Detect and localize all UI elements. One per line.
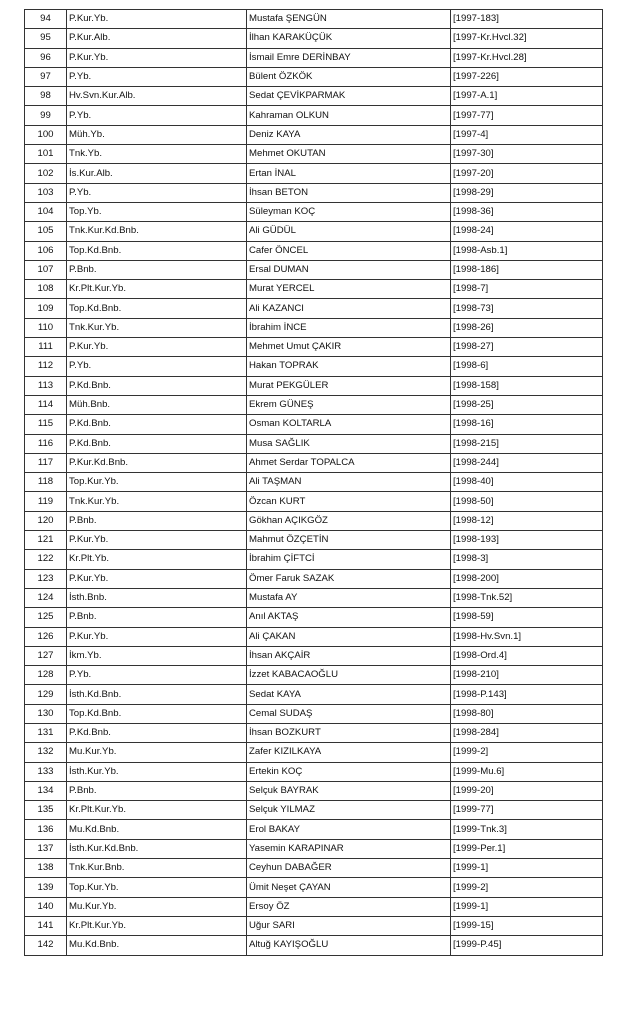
cell-ref: [1997-Kr.Hvcl.28] (451, 48, 603, 67)
cell-no: 123 (25, 569, 67, 588)
cell-rank: P.Kur.Yb. (67, 531, 247, 550)
cell-no: 136 (25, 820, 67, 839)
cell-rank: Kr.Plt.Kur.Yb. (67, 916, 247, 935)
cell-name: Ceyhun DABAĞER (247, 859, 451, 878)
table-row (25, 415, 603, 434)
cell-ref: [1998-Asb.1] (451, 241, 603, 260)
cell-rank: İsth.Bnb. (67, 588, 247, 607)
cell-rank: Tnk.Kur.Yb. (67, 492, 247, 511)
cell-rank: Top.Kur.Yb. (67, 473, 247, 492)
cell-rank: P.Kur.Alb. (67, 29, 247, 48)
cell-no: 102 (25, 164, 67, 183)
cell-no: 98 (25, 87, 67, 106)
cell-rank: Top.Kd.Bnb. (67, 299, 247, 318)
cell-name: İbrahim İNCE (247, 318, 451, 337)
cell-no: 112 (25, 357, 67, 376)
cell-rank: Top.Kd.Bnb. (67, 704, 247, 723)
cell-ref: [1998-12] (451, 511, 603, 530)
cell-no: 109 (25, 299, 67, 318)
cell-ref: [1999-Mu.6] (451, 762, 603, 781)
cell-no: 99 (25, 106, 67, 125)
cell-rank: P.Bnb. (67, 511, 247, 530)
cell-rank: P.Kd.Bnb. (67, 434, 247, 453)
cell-ref: [1999-Per.1] (451, 839, 603, 858)
cell-name: Ertekin KOÇ (247, 762, 451, 781)
cell-name: Murat PEKGÜLER (247, 376, 451, 395)
cell-name: Altuğ KAYIŞOĞLU (247, 936, 451, 955)
table-row (25, 801, 603, 820)
table-row (25, 608, 603, 627)
cell-no: 116 (25, 434, 67, 453)
cell-ref: [1998-16] (451, 415, 603, 434)
table-row (25, 125, 603, 144)
cell-rank: Tnk.Kur.Kd.Bnb. (67, 222, 247, 241)
cell-ref: [1998-P.143] (451, 685, 603, 704)
cell-no: 97 (25, 67, 67, 86)
cell-ref: [1999-2] (451, 743, 603, 762)
cell-name: Ali ÇAKAN (247, 627, 451, 646)
cell-rank: P.Yb. (67, 106, 247, 125)
cell-no: 124 (25, 588, 67, 607)
table-row (25, 936, 603, 955)
cell-ref: [1998-Tnk.52] (451, 588, 603, 607)
table-row (25, 492, 603, 511)
table-row (25, 859, 603, 878)
table-row (25, 723, 603, 742)
cell-ref: [1998-284] (451, 723, 603, 742)
table-row (25, 820, 603, 839)
cell-ref: [1998-Hv.Svn.1] (451, 627, 603, 646)
cell-ref: [1998-186] (451, 260, 603, 279)
cell-no: 96 (25, 48, 67, 67)
table-row (25, 299, 603, 318)
cell-name: Mustafa AY (247, 588, 451, 607)
cell-ref: [1998-26] (451, 318, 603, 337)
cell-rank: Mu.Kd.Bnb. (67, 820, 247, 839)
cell-rank: İs.Kur.Alb. (67, 164, 247, 183)
cell-rank: P.Bnb. (67, 608, 247, 627)
table-row (25, 29, 603, 48)
table-row (25, 453, 603, 472)
cell-rank: Kr.Plt.Kur.Yb. (67, 280, 247, 299)
cell-no: 120 (25, 511, 67, 530)
cell-name: Hakan TOPRAK (247, 357, 451, 376)
table-row (25, 839, 603, 858)
cell-name: Selçuk BAYRAK (247, 781, 451, 800)
cell-no: 111 (25, 338, 67, 357)
cell-rank: İsth.Kur.Kd.Bnb. (67, 839, 247, 858)
table-row (25, 434, 603, 453)
cell-no: 130 (25, 704, 67, 723)
cell-ref: [1997-30] (451, 145, 603, 164)
table-row (25, 531, 603, 550)
cell-rank: Kr.Plt.Yb. (67, 550, 247, 569)
cell-ref: [1999-77] (451, 801, 603, 820)
cell-no: 128 (25, 666, 67, 685)
cell-rank: İsth.Kur.Yb. (67, 762, 247, 781)
cell-rank: P.Kur.Yb. (67, 10, 247, 29)
cell-name: Mehmet OKUTAN (247, 145, 451, 164)
table-row (25, 588, 603, 607)
cell-no: 137 (25, 839, 67, 858)
table-row (25, 48, 603, 67)
cell-no: 117 (25, 453, 67, 472)
cell-ref: [1998-25] (451, 395, 603, 414)
cell-ref: [1998-244] (451, 453, 603, 472)
cell-no: 106 (25, 241, 67, 260)
cell-ref: [1997-183] (451, 10, 603, 29)
cell-name: İhsan BOZKURT (247, 723, 451, 742)
cell-rank: P.Kur.Yb. (67, 338, 247, 357)
cell-rank: Mu.Kur.Yb. (67, 897, 247, 916)
table-row (25, 569, 603, 588)
table-row (25, 916, 603, 935)
cell-ref: [1998-80] (451, 704, 603, 723)
cell-name: Kahraman OLKUN (247, 106, 451, 125)
cell-no: 108 (25, 280, 67, 299)
table-row (25, 318, 603, 337)
cell-name: İlhan KARAKÜÇÜK (247, 29, 451, 48)
table-row (25, 666, 603, 685)
cell-rank: P.Bnb. (67, 781, 247, 800)
table-row (25, 106, 603, 125)
cell-ref: [1998-29] (451, 183, 603, 202)
cell-no: 110 (25, 318, 67, 337)
cell-name: Murat YERCEL (247, 280, 451, 299)
cell-name: Ali GÜDÜL (247, 222, 451, 241)
cell-ref: [1999-15] (451, 916, 603, 935)
cell-no: 114 (25, 395, 67, 414)
table-row (25, 395, 603, 414)
cell-name: Gökhan AÇIKGÖZ (247, 511, 451, 530)
cell-ref: [1998-193] (451, 531, 603, 550)
cell-name: Cemal SUDAŞ (247, 704, 451, 723)
cell-name: Ahmet Serdar TOPALCA (247, 453, 451, 472)
table-row (25, 67, 603, 86)
cell-name: Ersoy ÖZ (247, 897, 451, 916)
table-row (25, 897, 603, 916)
cell-ref: [1998-7] (451, 280, 603, 299)
cell-ref: [1997-226] (451, 67, 603, 86)
cell-no: 101 (25, 145, 67, 164)
table-row (25, 376, 603, 395)
cell-name: Ekrem GÜNEŞ (247, 395, 451, 414)
cell-no: 132 (25, 743, 67, 762)
cell-ref: [1998-200] (451, 569, 603, 588)
cell-rank: P.Yb. (67, 183, 247, 202)
table-row (25, 260, 603, 279)
cell-ref: [1998-59] (451, 608, 603, 627)
cell-no: 118 (25, 473, 67, 492)
cell-no: 95 (25, 29, 67, 48)
table-row (25, 781, 603, 800)
cell-rank: Mu.Kd.Bnb. (67, 936, 247, 955)
table-row (25, 473, 603, 492)
cell-name: Ali TAŞMAN (247, 473, 451, 492)
cell-rank: Kr.Plt.Kur.Yb. (67, 801, 247, 820)
cell-name: Selçuk YILMAZ (247, 801, 451, 820)
cell-no: 142 (25, 936, 67, 955)
cell-rank: P.Kur.Yb. (67, 48, 247, 67)
table-row (25, 145, 603, 164)
cell-ref: [1997-20] (451, 164, 603, 183)
cell-name: İzzet KABACAOĞLU (247, 666, 451, 685)
table-row (25, 280, 603, 299)
cell-name: Osman KOLTARLA (247, 415, 451, 434)
cell-rank: P.Yb. (67, 357, 247, 376)
cell-no: 119 (25, 492, 67, 511)
cell-no: 105 (25, 222, 67, 241)
table-row (25, 183, 603, 202)
cell-rank: P.Kd.Bnb. (67, 723, 247, 742)
personnel-table-body (25, 10, 603, 956)
cell-no: 122 (25, 550, 67, 569)
cell-ref: [1998-73] (451, 299, 603, 318)
personnel-table (24, 9, 603, 956)
table-row (25, 627, 603, 646)
cell-name: Zafer KIZILKAYA (247, 743, 451, 762)
cell-ref: [1999-Tnk.3] (451, 820, 603, 839)
cell-no: 139 (25, 878, 67, 897)
cell-ref: [1999-20] (451, 781, 603, 800)
cell-ref: [1998-24] (451, 222, 603, 241)
cell-name: Ersal DUMAN (247, 260, 451, 279)
cell-no: 140 (25, 897, 67, 916)
cell-ref: [1998-27] (451, 338, 603, 357)
cell-name: Ertan İNAL (247, 164, 451, 183)
cell-name: Anıl AKTAŞ (247, 608, 451, 627)
cell-name: İbrahim ÇİFTCİ (247, 550, 451, 569)
table-row (25, 511, 603, 530)
cell-rank: P.Kur.Yb. (67, 627, 247, 646)
cell-rank: İkm.Yb. (67, 646, 247, 665)
cell-no: 141 (25, 916, 67, 935)
cell-ref: [1998-3] (451, 550, 603, 569)
cell-rank: İsth.Kd.Bnb. (67, 685, 247, 704)
cell-no: 115 (25, 415, 67, 434)
cell-rank: Tnk.Yb. (67, 145, 247, 164)
cell-no: 131 (25, 723, 67, 742)
cell-name: Deniz KAYA (247, 125, 451, 144)
cell-no: 134 (25, 781, 67, 800)
cell-rank: Mu.Kur.Yb. (67, 743, 247, 762)
cell-no: 129 (25, 685, 67, 704)
cell-rank: Hv.Svn.Kur.Alb. (67, 87, 247, 106)
cell-ref: [1997-A.1] (451, 87, 603, 106)
cell-name: İhsan AKÇAİR (247, 646, 451, 665)
cell-no: 103 (25, 183, 67, 202)
cell-name: Ömer Faruk SAZAK (247, 569, 451, 588)
table-row (25, 202, 603, 221)
cell-name: Uğur SARI (247, 916, 451, 935)
cell-name: Sedat ÇEVİKPARMAK (247, 87, 451, 106)
cell-ref: [1997-77] (451, 106, 603, 125)
cell-name: Bülent ÖZKÖK (247, 67, 451, 86)
table-row (25, 646, 603, 665)
table-row (25, 550, 603, 569)
cell-name: Ali KAZANCI (247, 299, 451, 318)
cell-no: 113 (25, 376, 67, 395)
cell-ref: [1999-P.45] (451, 936, 603, 955)
table-row (25, 357, 603, 376)
cell-rank: P.Yb. (67, 666, 247, 685)
cell-ref: [1998-Ord.4] (451, 646, 603, 665)
cell-ref: [1998-210] (451, 666, 603, 685)
table-row (25, 743, 603, 762)
cell-ref: [1998-6] (451, 357, 603, 376)
cell-ref: [1997-4] (451, 125, 603, 144)
table-row (25, 10, 603, 29)
cell-name: Yasemin KARAPINAR (247, 839, 451, 858)
cell-rank: Top.Kd.Bnb. (67, 241, 247, 260)
cell-rank: Tnk.Kur.Yb. (67, 318, 247, 337)
cell-ref: [1998-50] (451, 492, 603, 511)
cell-rank: Top.Yb. (67, 202, 247, 221)
table-row (25, 338, 603, 357)
cell-name: İsmail Emre DERİNBAY (247, 48, 451, 67)
cell-no: 121 (25, 531, 67, 550)
table-row (25, 878, 603, 897)
table-row (25, 87, 603, 106)
table-row (25, 241, 603, 260)
cell-name: Mustafa ŞENGÜN (247, 10, 451, 29)
cell-rank: Top.Kur.Yb. (67, 878, 247, 897)
cell-rank: Müh.Yb. (67, 125, 247, 144)
cell-ref: [1997-Kr.Hvcl.32] (451, 29, 603, 48)
cell-ref: [1999-1] (451, 897, 603, 916)
cell-rank: P.Bnb. (67, 260, 247, 279)
cell-ref: [1998-36] (451, 202, 603, 221)
cell-ref: [1998-215] (451, 434, 603, 453)
cell-ref: [1998-40] (451, 473, 603, 492)
table-row (25, 222, 603, 241)
cell-name: Özcan KURT (247, 492, 451, 511)
cell-ref: [1998-158] (451, 376, 603, 395)
table-row (25, 685, 603, 704)
cell-no: 125 (25, 608, 67, 627)
cell-no: 127 (25, 646, 67, 665)
cell-no: 94 (25, 10, 67, 29)
cell-no: 138 (25, 859, 67, 878)
cell-name: Mahmut ÖZÇETİN (247, 531, 451, 550)
cell-no: 100 (25, 125, 67, 144)
cell-name: Erol BAKAY (247, 820, 451, 839)
cell-name: Musa SAĞLIK (247, 434, 451, 453)
cell-name: Sedat KAYA (247, 685, 451, 704)
cell-name: Cafer ÖNCEL (247, 241, 451, 260)
table-row (25, 704, 603, 723)
cell-name: Süleyman KOÇ (247, 202, 451, 221)
cell-rank: Müh.Bnb. (67, 395, 247, 414)
cell-name: Ümit Neşet ÇAYAN (247, 878, 451, 897)
cell-rank: Tnk.Kur.Bnb. (67, 859, 247, 878)
cell-rank: P.Kur.Yb. (67, 569, 247, 588)
cell-name: Mehmet Umut ÇAKIR (247, 338, 451, 357)
table-row (25, 164, 603, 183)
cell-rank: P.Yb. (67, 67, 247, 86)
cell-no: 104 (25, 202, 67, 221)
cell-no: 107 (25, 260, 67, 279)
cell-no: 133 (25, 762, 67, 781)
cell-rank: P.Kd.Bnb. (67, 415, 247, 434)
cell-ref: [1999-2] (451, 878, 603, 897)
cell-no: 135 (25, 801, 67, 820)
cell-name: İhsan BETON (247, 183, 451, 202)
cell-ref: [1999-1] (451, 859, 603, 878)
cell-rank: P.Kur.Kd.Bnb. (67, 453, 247, 472)
table-row (25, 762, 603, 781)
cell-rank: P.Kd.Bnb. (67, 376, 247, 395)
cell-no: 126 (25, 627, 67, 646)
